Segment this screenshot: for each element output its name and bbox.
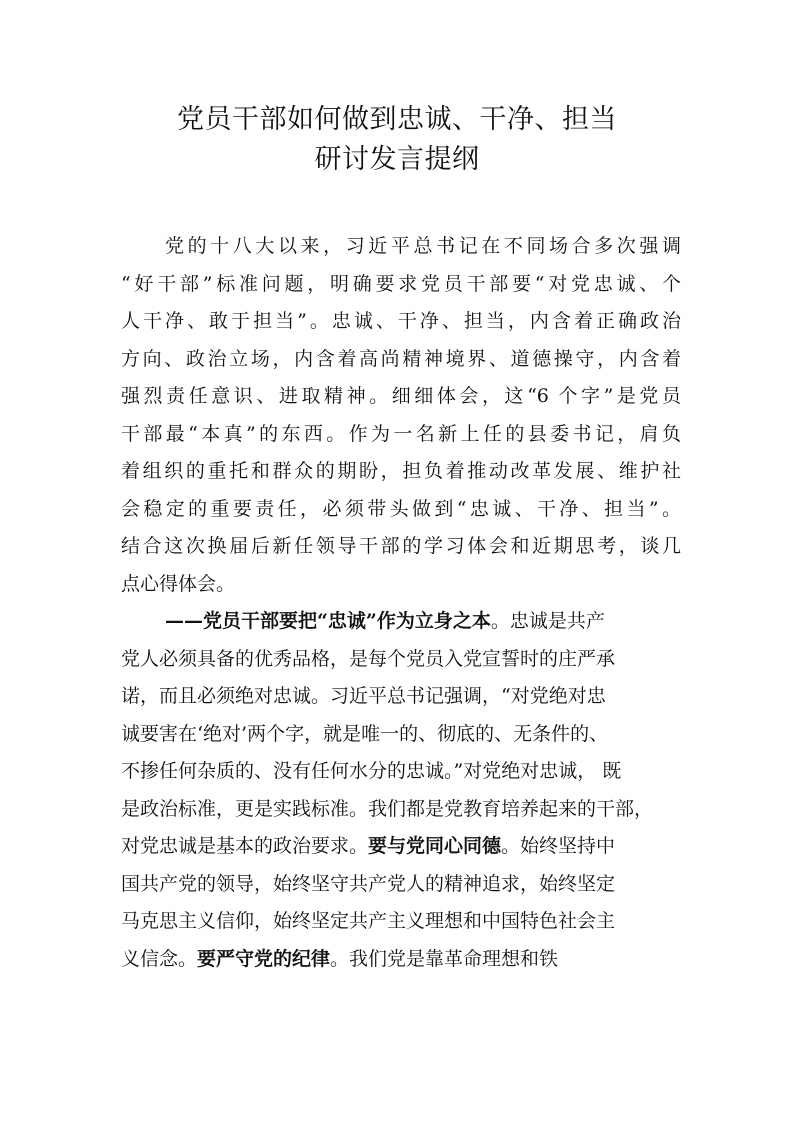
paragraph-1-line: 会稳定的重要责任，必须带头做到“忠诚、干净、担当”。 (121, 497, 681, 520)
paragraph-2-line: 诚要害在‘绝对’两个字，就是唯一的、彻底的、无条件的、 (121, 722, 609, 745)
paragraph-2-line (121, 603, 681, 641)
paragraph-2-line: 不掺任何杂质的、没有任何水分的忠诚。”对党绝对忠诚， 既 (121, 760, 622, 782)
paragraph-1-line: 干部最“本真”的东西。作为一名新上任的县委书记，肩负 (121, 422, 681, 445)
paragraph-2-text: 义信念。 (121, 947, 198, 970)
emphasis-party-discipline: 要严守党的纪律 (197, 947, 331, 970)
paragraph-1-line: 强烈责任意识、进取精神。细细体会，这“6 个字”是党员 (121, 385, 681, 407)
paragraph-2-line: 是政治标准，更是实践标准。我们都是党教育培养起来的干部， (121, 797, 654, 820)
title-line-2: 研讨发言提纲 (314, 144, 480, 175)
title-line-1: 党员干部如何做到忠诚、干净、担当 (177, 104, 617, 135)
emphasis-same-heart: 要与党同心同德 (368, 835, 502, 857)
paragraph-2-text: 。忠诚是共产 (490, 610, 605, 632)
paragraph-2-text: 。始终坚持中 (501, 835, 616, 857)
paragraph-1-line: 着组织的重托和群众的期盼，担负着推动改革发展、维护社 (121, 460, 681, 482)
paragraph-2-line: 党人必须具备的优秀品格，是每个党员入党宣誓时的庄严承 (121, 647, 616, 670)
paragraph-2-text: 对党忠诚是基本的政治要求。 (121, 835, 369, 857)
paragraph-2-line: 国共产党的领导，始终坚守共产党人的精神追求，始终坚定 (121, 872, 616, 895)
paragraph-1-line: 方向、政治立场，内含着高尚精神境界、道德操守，内含着 (121, 347, 681, 370)
document-body (121, 228, 681, 978)
paragraph-1-line: 点心得体会。 (121, 572, 236, 595)
paragraph-1-line: 结合这次换届后新任领导干部的学习体会和近期思考，谈几 (121, 535, 681, 557)
paragraph-1-line: “好干部”标准问题，明确要求党员干部要“对党忠诚、个 (121, 272, 681, 295)
paragraph-2-line (121, 941, 681, 979)
document-title (0, 100, 794, 180)
paragraph-2-line (121, 828, 681, 866)
paragraph-2-line: 诺，而且必须绝对忠诚。习近平总书记强调，“对党绝对忠 (121, 685, 606, 707)
paragraph-2-text: 。我们党是靠革命理想和铁 (330, 947, 559, 970)
paragraph-1-line: 党的十八大以来，习近平总书记在不同场合多次强调 (165, 235, 681, 257)
section-heading-loyalty: ——党员干部要把“忠诚”作为立身之本 (165, 610, 491, 632)
paragraph-2-line: 马克思主义信仰，始终坚定共产主义理想和中国特色社会主 (121, 910, 616, 932)
paragraph-1-line: 人干净、敢于担当”。忠诚、干净、担当，内含着正确政治 (121, 310, 681, 332)
